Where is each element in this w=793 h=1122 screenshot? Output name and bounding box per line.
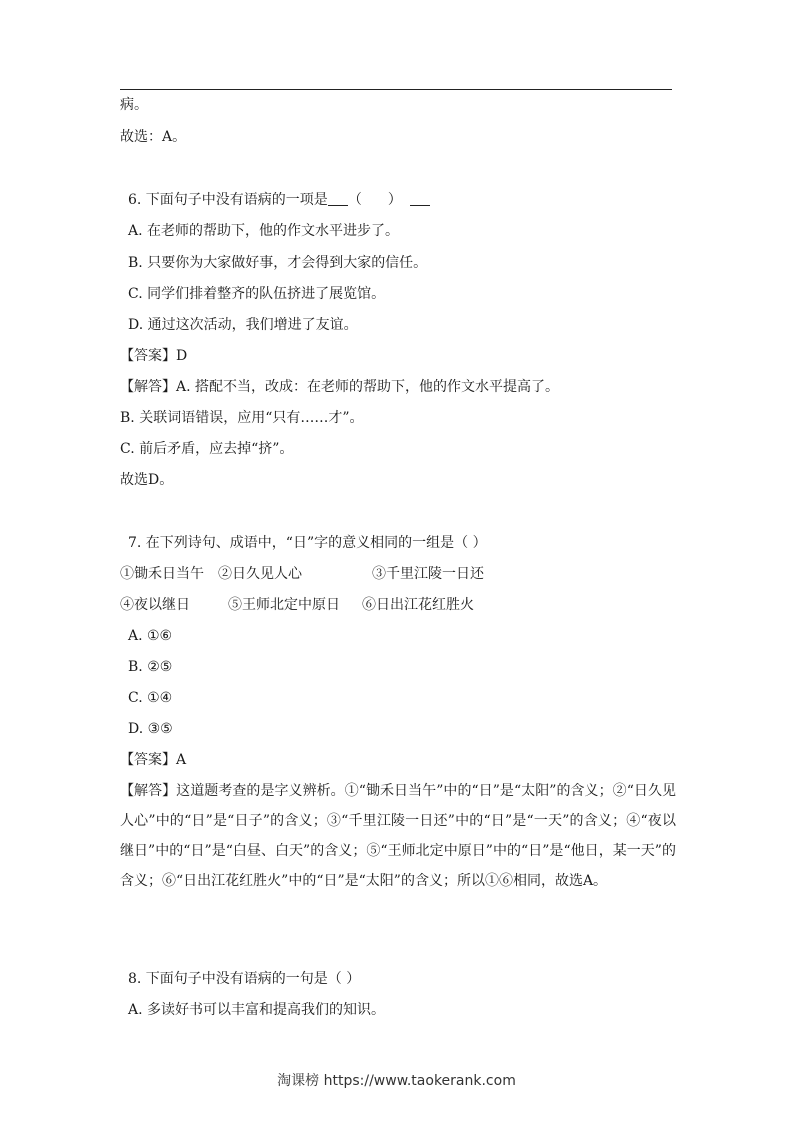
q6-blank-left: [328, 190, 348, 206]
q6-stem: [128, 190, 430, 210]
q7-item: ⑥日出江花红胜火: [362, 597, 474, 613]
prev-answer-tail: 病。: [120, 97, 148, 113]
q7-option-c: C. ①④: [128, 690, 173, 706]
q7-item: ②日久见人心: [218, 566, 302, 582]
q6-analysis-line: 故选D。: [120, 472, 174, 488]
q6-analysis-line: B. 关联词语错误，应用“只有……才”。: [120, 410, 364, 426]
header-rule: [120, 89, 672, 90]
q6-analysis-line: C. 前后矛盾，应去掉“挤”。: [120, 441, 294, 457]
q6-option-c: C. 同学们排着整齐的队伍挤进了展览馆。: [128, 286, 386, 302]
q8-option-a: A. 多读好书可以丰富和提高我们的知识。: [128, 1002, 386, 1018]
q6-option-a: A. 在老师的帮助下，他的作文水平进步了。: [128, 223, 400, 239]
prev-choose: 故选：A。: [120, 129, 187, 145]
q7-stem: 7. 在下列诗句、成语中，“日”字的意义相同的一组是（ ）: [128, 535, 487, 551]
q7-item: ⑤王师北定中原日: [228, 597, 340, 613]
q7-answer: 【答案】A: [120, 752, 187, 768]
q7-option-a: A. ①⑥: [128, 628, 173, 644]
q6-paren-close: ）: [387, 192, 402, 208]
q7-item: ①锄禾日当午: [120, 566, 204, 582]
q7-analysis: 【解答】这道题考查的是字义辨析。①“锄禾日当午”中的“日”是“太阳”的含义；②“日久见人心”中的“日”是“日子”的含义；③“千里江陵一日还”中的“日”是“一天”的含义；④“夜以继日”中的“日”是“白昼、白天”的含义；⑤“王师北定中原日”中的“日”是“他日，某一天”的含义；⑥“日出江花红胜火”中的“日”是“太阳”的含义；所以①⑥相同，故选A。: [120, 783, 676, 889]
q6-stem-text: 6. 下面句子中没有语病的一项是: [128, 192, 328, 208]
q7-option-b: B. ②⑤: [128, 659, 173, 675]
q7-items-row1: [120, 564, 484, 584]
q6-option-b: B. 只要你为大家做好事，才会得到大家的信任。: [128, 255, 428, 271]
q6-blank-right: [410, 190, 430, 206]
footer-watermark: 淘课榜 https://www.taokerank.com: [277, 1073, 516, 1089]
q6-answer: 【答案】D: [120, 348, 188, 364]
q6-option-d: D. 通过这次活动，我们增进了友谊。: [128, 317, 358, 333]
q7-items-row2: [120, 595, 474, 615]
q8-stem: 8. 下面句子中没有语病的一句是（ ）: [128, 971, 361, 987]
q6-analysis-line: 【解答】A. 搭配不当，改成：在老师的帮助下，他的作文水平提高了。: [120, 379, 560, 395]
q7-item: ④夜以继日: [120, 597, 190, 613]
q7-item: ③千里江陵一日还: [372, 566, 484, 582]
q6-paren-open: （: [347, 192, 362, 208]
q7-option-d: D. ③⑤: [128, 721, 173, 737]
